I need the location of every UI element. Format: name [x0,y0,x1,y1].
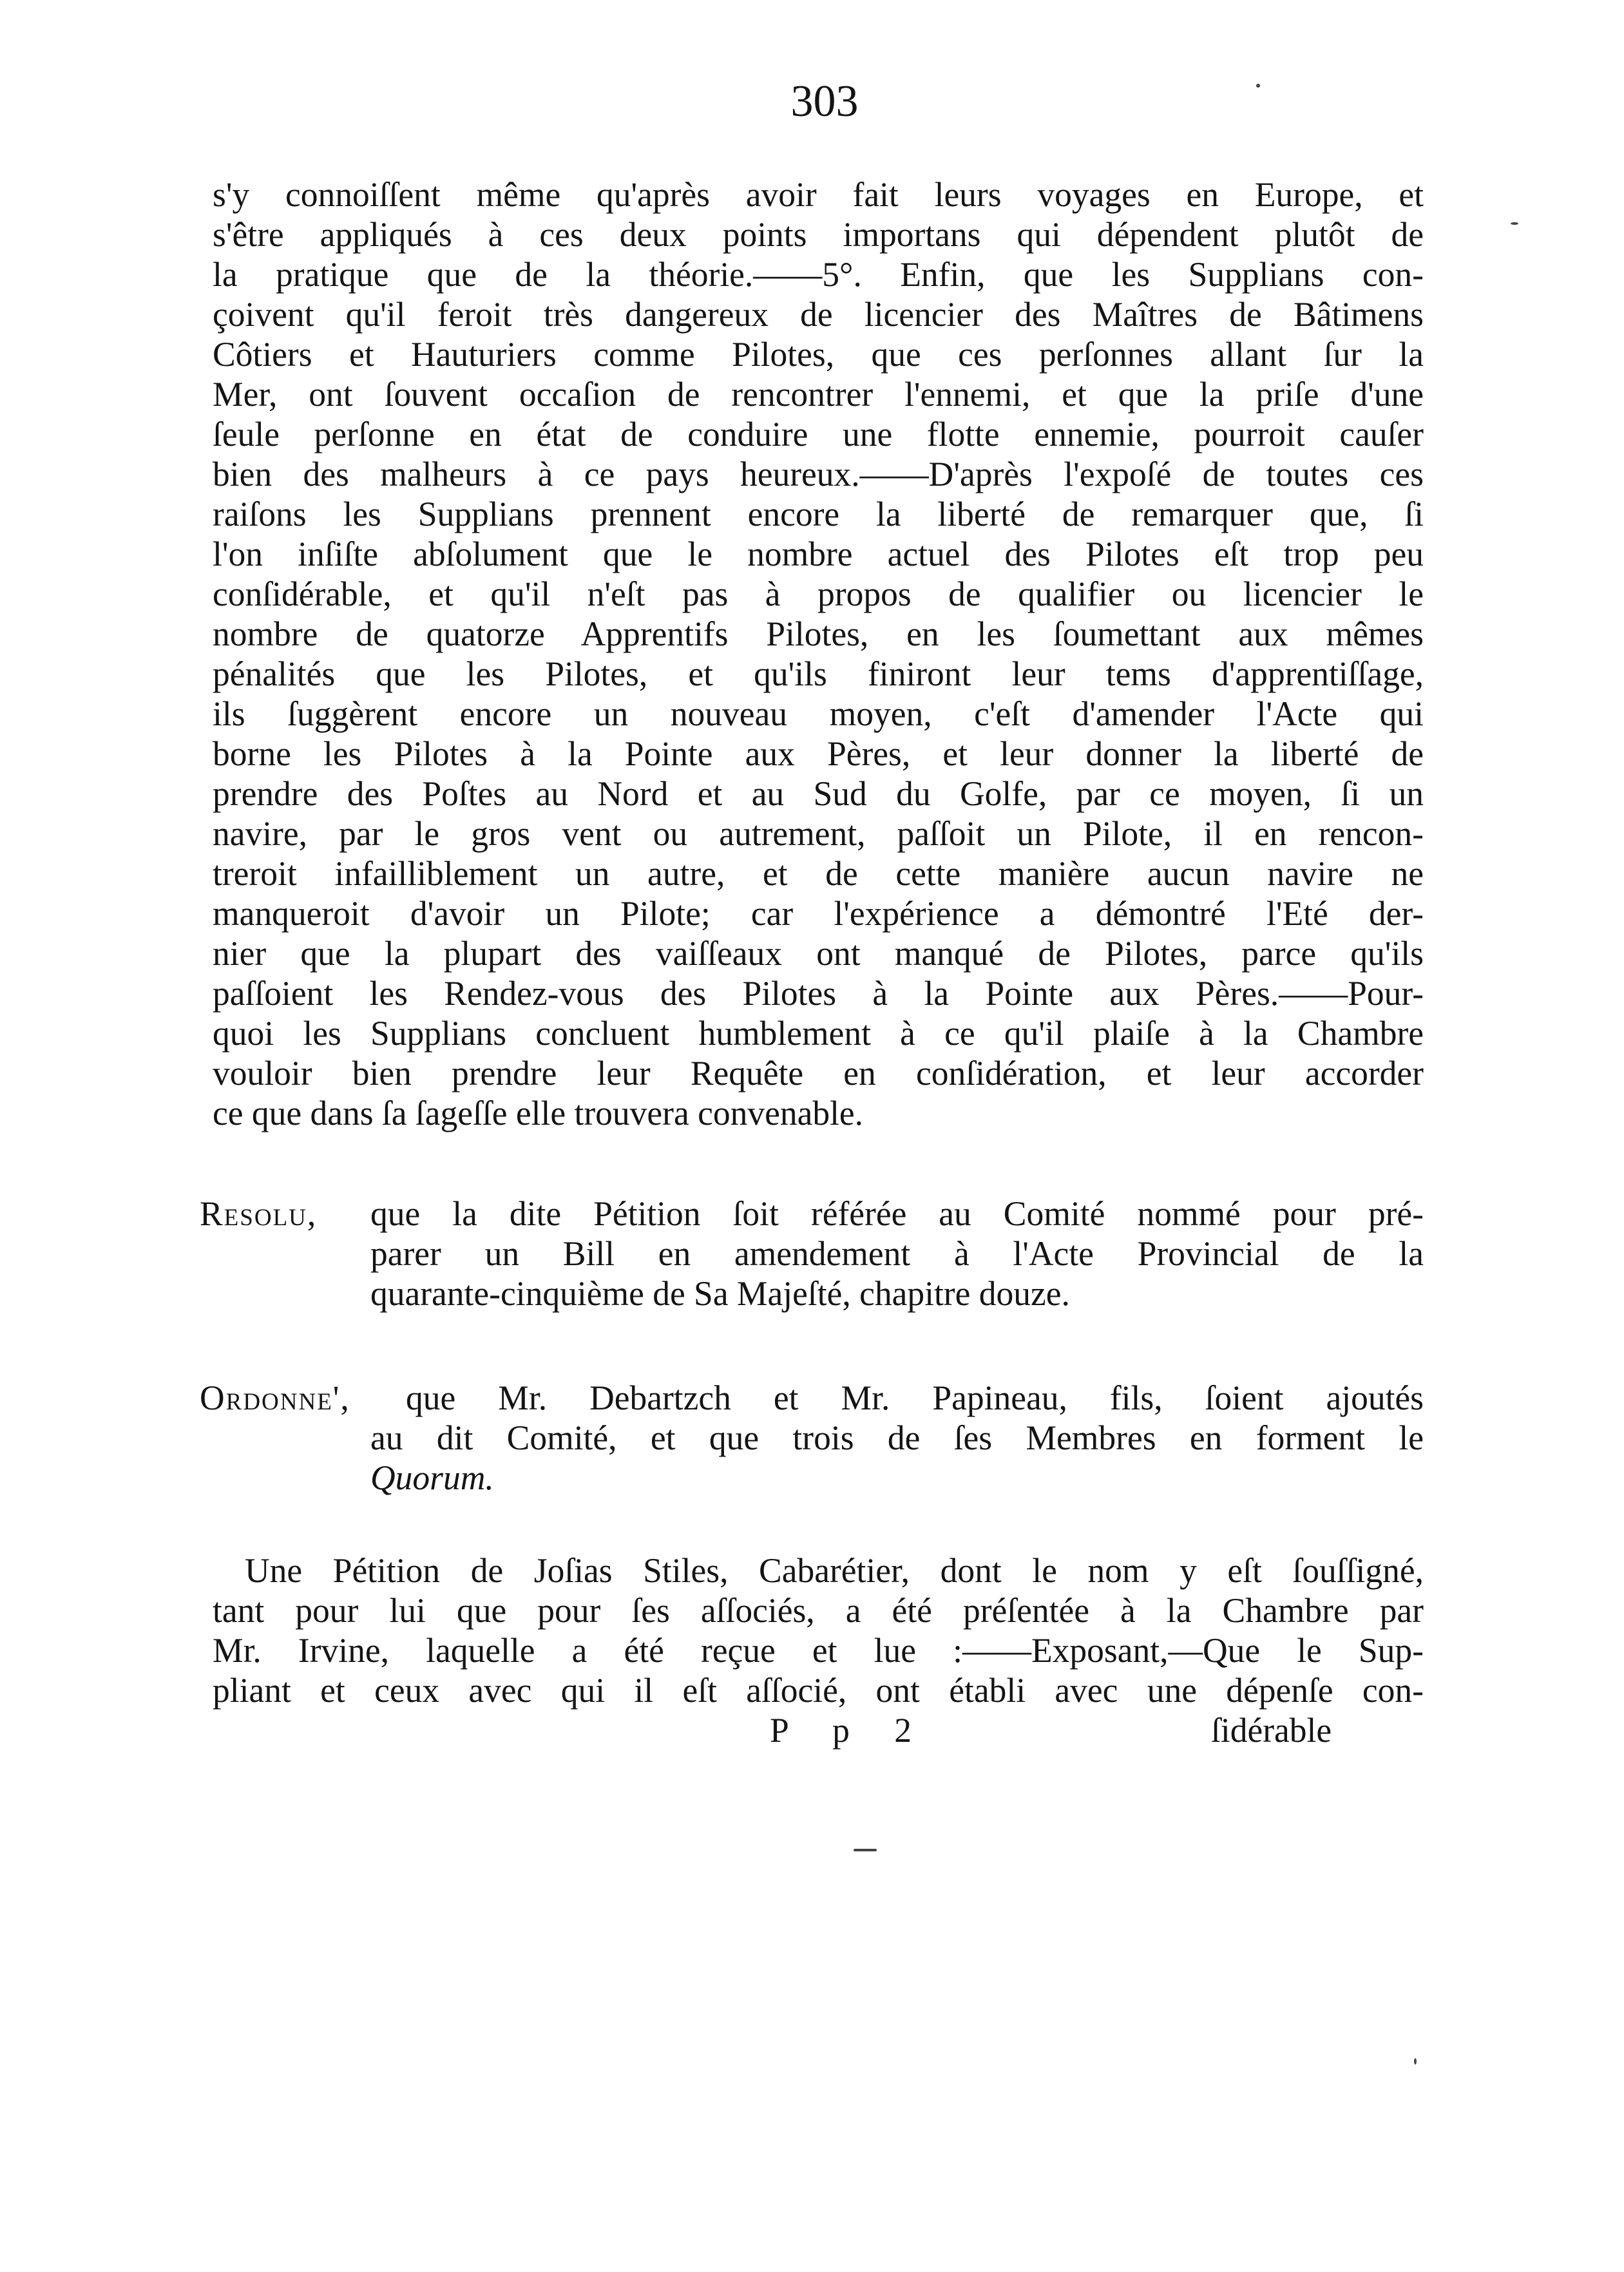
body-line: Mer, ont ſouvent occaſion de rencontrer l'ennemi, et que la priſe d'une [213,375,1424,414]
body-line: bien des malheurs à ce pays heureux.——D'après l'expoſé de toutes ces [213,455,1424,493]
ink-speck [1414,2058,1417,2065]
resolu-line: parer un Bill en amendement à l'Acte Provincial de la [370,1234,1424,1273]
body-line: s'être appliqués à ces deux points importans qui dépendent plutôt de [213,215,1424,254]
signature-mark: P p 2 [770,1711,930,1750]
body-line: manqueroit d'avoir un Pilote; car l'expérience a démontré l'Eté der- [213,894,1424,933]
body-line: vouloir bien prendre leur Requête en conſidération, et leur accorder [213,1054,1424,1093]
petition-line: tant pour lui que pour ſes aſſociés, a été préſentée à la Chambre par [213,1591,1424,1630]
body-line: prendre des Poſtes au Nord et au Sud du Golfe, par ce moyen, ſi un [213,774,1424,813]
body-line: pénalités que les Pilotes, et qu'ils finiront leur tems d'apprentiſſage, [213,654,1424,693]
body-line: nier que la plupart des vaiſſeaux ont manqué de Pilotes, parce qu'ils [213,934,1424,973]
body-line: conſidérable, et qu'il n'eſt pas à propos de qualifier ou licencier le [213,575,1424,613]
body-line: nombre de quatorze Apprentifs Pilotes, en les ſoumettant aux mêmes [213,615,1424,653]
petition-line: pliant et ceux avec qui il eſt aſſocié, ont établi avec une dépenſe con- [213,1671,1424,1710]
body-line: paſſoient les Rendez-vous des Pilotes à la Pointe aux Pères.——Pour- [213,974,1424,1013]
body-line: l'on inſiſte abſolument que le nombre actuel des Pilotes eſt trop peu [213,535,1424,573]
petition-line: Une Pétition de Joſias Stiles, Cabarétier, dont le nom y eſt ſouſſigné, [245,1551,1424,1590]
resolu-line: quarante-cinquième de Sa Majeſté, chapitre douze. [370,1274,1070,1313]
body-line: la pratique que de la théorie.——5°. Enfin, que les Supplians con- [213,255,1424,294]
catchword: ſidérable [1211,1711,1332,1750]
resolu-line: que la dite Pétition ſoit référée au Comité nommé pour pré- [370,1194,1424,1233]
ordonne-line: Quorum. [370,1458,494,1497]
body-line: çoivent qu'il feroit très dangereux de licencier des Maîtres de Bâtimens [213,295,1424,334]
body-line: borne les Pilotes à la Pointe aux Pères, et leur donner la liberté de [213,734,1424,773]
body-line: raiſons les Supplians prennent encore la liberté de remarquer que, ſi [213,495,1424,533]
ordonne-line: que Mr. Debartzch et Mr. Papineau, fils, ſoient ajoutés [406,1379,1424,1417]
ordonne-line: au dit Comité, et que trois de ſes Membres en forment le [370,1418,1424,1457]
body-line: quoi les Supplians concluent humblement à ce qu'il plaiſe à la Chambre [213,1014,1424,1053]
ink-speck [1256,84,1260,88]
resolu-label: Resolu, [200,1194,318,1233]
ink-speck [1511,222,1518,225]
body-line: Côtiers et Hauturiers comme Pilotes, que ces perſonnes allant ſur la [213,335,1424,374]
body-line: treroit infailliblement un autre, et de cette manière aucun navire ne [213,854,1424,893]
body-line: ils ſuggèrent encore un nouveau moyen, c'eſt d'amender l'Acte qui [213,694,1424,733]
body-line: s'y connoiſſent même qu'après avoir fait leurs voyages en Europe, et [213,175,1424,214]
body-line: ſeule perſonne en état de conduire une flotte ennemie, pourroit cauſer [213,415,1424,453]
page-number: 303 [790,77,859,126]
body-line: navire, par le gros vent ou autrement, paſſoit un Pilote, il en rencon- [213,814,1424,853]
ink-speck [854,1849,877,1851]
petition-line: Mr. Irvine, laquelle a été reçue et lue :——Exposant,—Que le Sup- [213,1631,1424,1670]
ordonne-label: Ordonne', [200,1379,350,1417]
body-line: ce que dans ſa ſageſſe elle trouvera convenable. [213,1094,864,1132]
